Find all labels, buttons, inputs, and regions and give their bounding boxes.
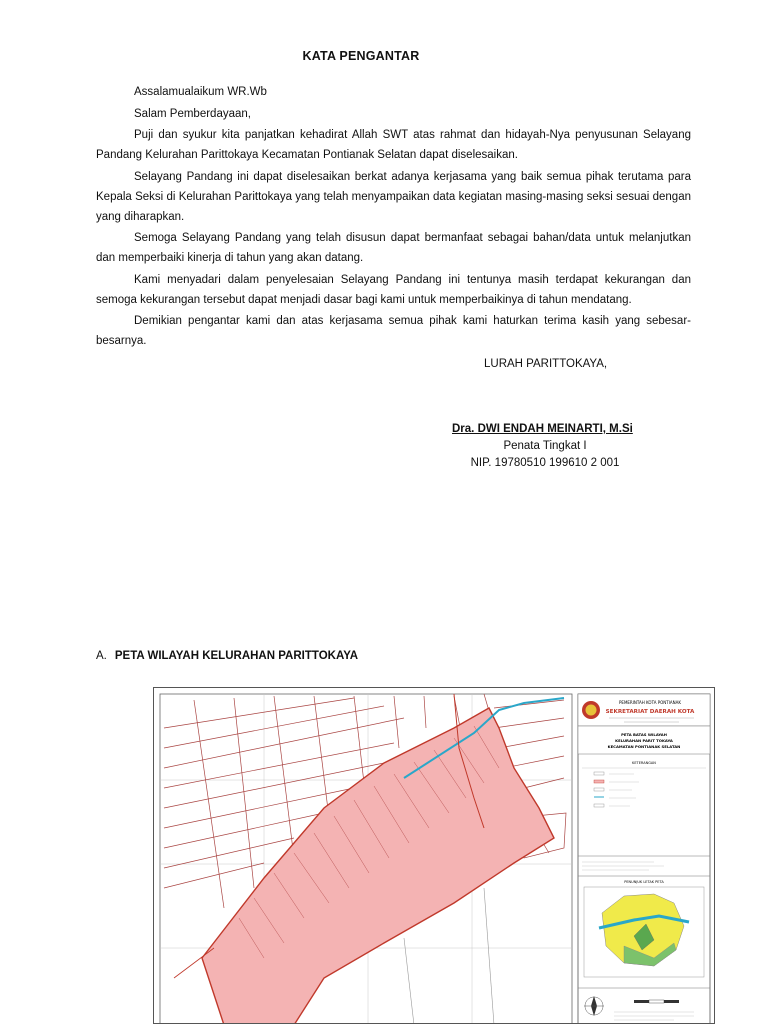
section-title: PETA WILAYAH KELURAHAN PARITTOKAYA — [114, 650, 359, 662]
map-header-line2: SEKRETARIAT DAERAH KOTA — [605, 709, 695, 715]
map-title-3: KECAMATAN PONTIANAK SELATAN — [607, 744, 681, 749]
section-heading — [96, 650, 358, 662]
paragraph-3: Semoga Selayang Pandang yang telah disusun dapat bermanfaat sebagai bahan/data untuk melanjutkan dan memperbaiki kinerja di tahun yang akan datang. — [96, 232, 691, 264]
foreword-body — [96, 82, 691, 353]
map-title-1: PETA BATAS WILAYAH — [621, 732, 667, 737]
paragraph-4: Kami menyadari dalam penyelesaian Selayang Pandang ini tentunya masih terdapat kekurangan dan semoga kekurangan tersebut dapat menjadi dasar bagi kami untuk memperbaikinya di tahun mendatang. — [96, 273, 691, 306]
greeting-line: Assalamualaikum WR.Wb — [134, 86, 267, 98]
signature-nip: NIP. 19780510 199610 2 001 — [470, 457, 620, 469]
salutation-line: Salam Pemberdayaan, — [134, 107, 251, 120]
map-header-line1: PEMERINTAH KOTA PONTIANAK — [619, 700, 681, 705]
signature-rank: Penata Tingkat I — [503, 440, 587, 452]
legend-heading: KETERANGAN — [632, 761, 656, 765]
paragraph-1: Puji dan syukur kita panjatkan kehadirat Allah SWT atas rahmat dan hidayah-Nya penyusunan Selayang Pandang Kelurahan Parittokaya Kecamatan Pontianak Selatan dapat diselesaikan. — [96, 129, 691, 161]
section-number: A. — [96, 650, 107, 662]
map-figure — [154, 688, 715, 1024]
map-legend-panel — [578, 694, 710, 1024]
paragraph-5: Demikian pengantar kami dan atas kerjasama semua pihak kami haturkan terima kasih yang sebesar-besarnya. — [96, 315, 691, 347]
signature-name: Dra. DWI ENDAH MEINARTI, M.Si — [452, 423, 633, 435]
signature-position: LURAH PARITTOKAYA, — [484, 358, 608, 370]
page-title: KATA PENGANTAR — [302, 49, 420, 63]
paragraph-2: Selayang Pandang ini dapat diselesaikan berkat adanya kerjasama yang baik semua pihak terutama para Kepala Seksi di Kelurahan Parittokaya yang telah menyampaikan data kegiatan masing-masing seksi sesuai dengan yang diharapkan. — [96, 170, 691, 223]
region-map — [153, 687, 715, 1024]
map-area — [160, 694, 572, 1024]
scale-bar — [634, 1000, 679, 1003]
map-title-2: KELURAHAN PARIT TOKAYA — [615, 738, 673, 743]
inset-heading: PENUNJUK LETAK PETA — [624, 880, 664, 884]
